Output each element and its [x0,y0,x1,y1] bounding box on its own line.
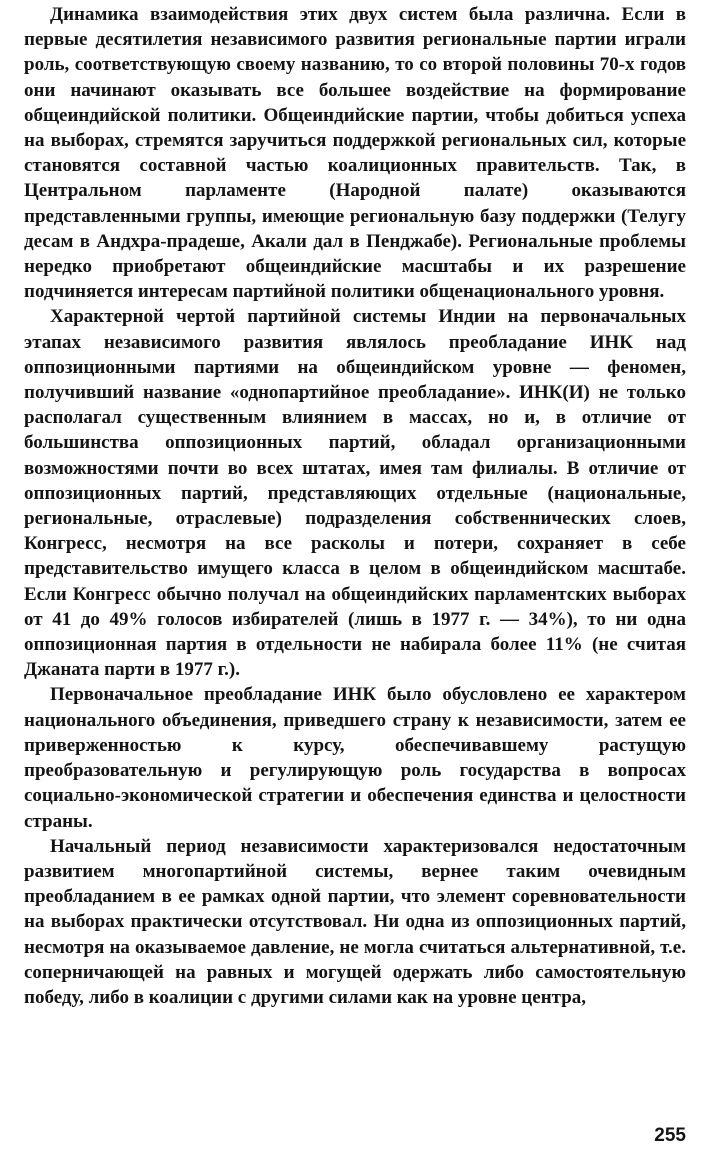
paragraph-inc-dominance: Характерной чертой партийной системы Индии на первоначальных этапах независимого развития являлось преобладание ИНК над оппозиционными партиями на общеиндийском уровне — феномен, получивший название «однопартийное преобладание». ИНК(И) не только располагал существенным влиянием в массах, но и, в отличие от большинства оппозиционных партий, обладал организационными возможностями почти во всех штатах, имея там филиалы. В отличие от оппозиционных партий, представляющих отдельные (национальные, региональные, отраслевые) подразделения собственнических слоев, Конгресс, несмотря на все расколы и потери, сохраняет в себе представительство имущего класса в целом в общеиндийском масштабе. Если Конгресс обычно получал на общеиндийских парламентских выборах от 41 до 49% голосов избирателей (лишь в 1977 г. — 34%), то ни одна оппозиционная партия в отдельности не набирала более 11% (не считая Джаната парти в 1977 г.). [24,306,686,681]
paragraph-inc-origins: Первоначальное преобладание ИНК было обусловлено ее характером национального объединения, приведшего страну к независимости, затем ее приверженностью к курсу, обеспечивавшему растущую преобразовательную и регулирующую роль государства в вопросах социально-экономической стратегии и обеспечения единства и целостности страны. [24,684,686,832]
page-number: 255 [654,1125,686,1146]
paragraph-regional-parties: Динамика взаимодействия этих двух систем была различна. Если в первые десятилетия независимого развития региональные партии играли роль, соответствующую своему названию, то со второй половины 70-х годов они начинают оказывать все большее воздействие на формирование общеиндийской политики. Общеиндийские партии, чтобы добиться успеха на выборах, стремятся заручиться поддержкой региональных сил, которые становятся составной частью коалиционных правительств. Так, в Центральном парламенте (Народной палате) оказываются представленными группы, имеющие региональную базу поддержки (Телугу десам в Андхра-прадеше, Акали дал в Пенджабе). Региональные проблемы нередко приобретают общеиндийские масштабы и их разрешение подчиняется интересам партийной политики общенационального уровня. [24,4,686,303]
page-body [24,2,686,1122]
paragraph-early-period: Начальный период независимости характеризовался недостаточным развитием многопартийной системы, вернее таким очевидным преобладанием в ее рамках одной партии, что элемент соревновательности на выборах практически отсутствовал. Ни одна из оппозиционных партий, несмотря на оказываемое давление, не могла считаться альтернативной, т.е. соперничающей на равных и могущей одержать либо самостоятельную победу, либо в коалиции с другими силами как на уровне центра, [24,835,686,1008]
